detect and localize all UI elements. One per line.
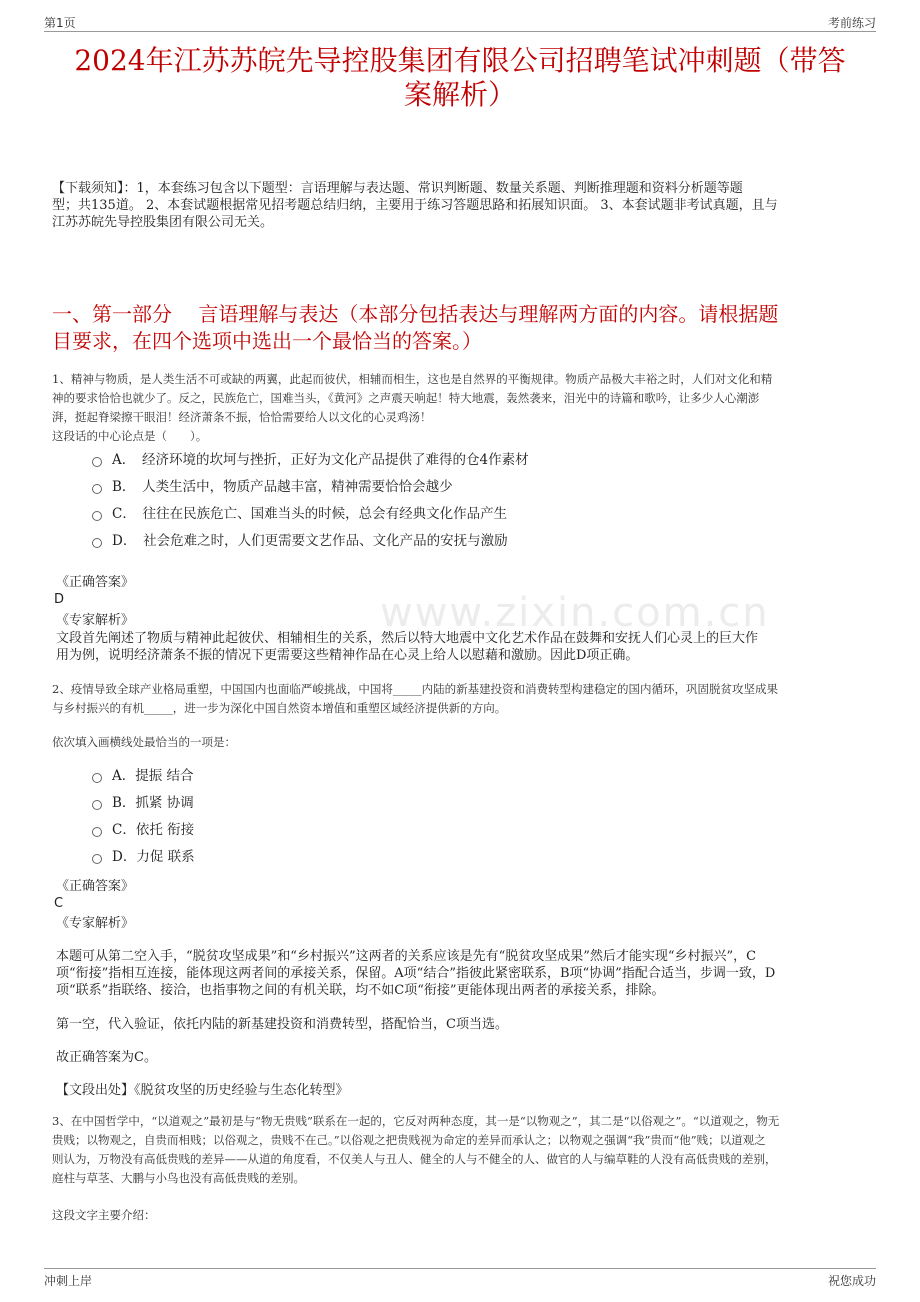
download-notice: 【下载须知】：1，本套练习包含以下题型：言语理解与表达题、常识判断题、数量关系题、判断推理题和资料分析题等题 型；共135道。 2、本套试题根据常见招考题总结归纳，主要用于练习答题思路和拓展知识面。 3、本套试题非考试真题，且与 江苏苏皖先导控股集团有限公司无关。 [52,181,778,230]
radio-icon[interactable] [92,511,102,521]
q3-stem: 3、在中国哲学中，“以道观之”最初是与“物无贵贱”联系在一起的，它反对两种态度，其一是“以物观之”，其二是“以俗观之”。“以道观之，物无 贵贱；以物观之，自贵而相贱；以俗观之，贵贱不在己。”以俗观之把贵贱视为命定的差异而承认之；以物观之强调“我”贵而“他”贱；以道观之 则认为，万物没有高低贵贱的差异——从道的角度看，不仅美人与丑人、健全的人与不健全的人、做官的人与编草鞋的人没有高低贵贱的差别， 庭柱与草茎、大鹏与小鸟也没有高低贵贱的差别。 [52,1114,780,1185]
q1-option-a[interactable]: A． 经济环境的坎坷与挫折，正好为文化产品提供了难得的仓4作素材 [92,451,529,469]
page-title: 2024年江苏苏皖先导控股集团有限公司招聘笔试冲刺题（带答 案解析） [74,44,846,111]
q1-analysis: 文段首先阐述了物质与精神此起彼伏、相辅相生的关系，然后以特大地震中文化艺术作品在鼓舞和安抚人们心灵上的巨大作 用为例，说明经济萧条不振的情况下更需要这些精神作品在心灵上给人以慰藉和激励。因此D项正确。 [56,631,759,663]
footer-rule [44,1268,876,1269]
q1-analysis-label: 《专家解析》 [56,613,135,628]
footer-left: 冲刺上岸 [44,1274,93,1288]
q2-option-c[interactable]: C．依托 衔接 [92,821,194,839]
section-heading: 一、第一部分 言语理解与表达（本部分包括表达与理解两方面的内容。请根据题 目要求，在四个选项中选出一个最恰当的答案。） [52,302,779,353]
q2-option-d[interactable]: D．力促 联系 [92,848,195,866]
footer-right: 祝您成功 [827,1274,876,1288]
q2-stem: 2、疫情导致全球产业格局重塑，中国国内也面临严峻挑战，中国将_____内陆的新基建投资和消费转型构建稳定的国内循环，巩固脱贫攻坚成果 与乡村振兴的有机_____，进一步为深化中国自然资本增值和重塑区域经济提供新的方向。 [52,682,779,715]
radio-icon[interactable] [92,538,102,548]
q1-option-d[interactable]: D． 社会危难之时，人们更需要文艺作品、文化产品的安抚与激励 [92,532,508,550]
q1-answer-label: 《正确答案》 [56,575,135,590]
radio-icon[interactable] [92,800,102,810]
q2-analysis-label: 《专家解析》 [56,916,135,931]
page-number: 第1页 [44,16,76,30]
q2-ask: 依次填入画横线处最恰当的一项是： [52,735,236,749]
q3-ask: 这段文字主要介绍： [52,1208,156,1222]
radio-icon[interactable] [92,457,102,467]
q2-analysis-paragraph: 本题可从第二空入手，“脱贫攻坚成果”和“乡村振兴”这两者的关系应该是先有“脱贫攻坚成果”然后才能实现“乡村振兴”，C 项“衔接”指相互连接，能体现这两者间的承接关系，保留。A项“结合”指彼此紧密联系，B项“协调”指配合适当，步调一致，D 项“联系”指联络、接洽，也指事物之间的有机关联，均不如C项“衔接”更能体现出两者的承接关系，排除。 [56,949,776,998]
radio-icon[interactable] [92,773,102,783]
header-rule [44,31,876,32]
q1-answer: D [54,592,65,607]
q2-answer: C [54,896,64,911]
radio-icon[interactable] [92,484,102,494]
watermark: www.zixin.com.cn [380,590,770,636]
q1-stem: 1、精神与物质，是人类生活不可或缺的两翼，此起而彼伏，相辅而相生，这也是自然界的平衡规律。物质产品极大丰裕之时，人们对文化和精 神的要求恰恰也就少了。反之，民族危亡，国难当头，《黄河》之声震天响起！特大地震，轰然袭来，泪光中的诗篇和歌吟，让多少人心潮澎 湃，挺起脊梁擦干眼泪！经济萧条不振，恰恰需要给人以文化的心灵鸡汤！ 这段话的中心论点是（ ）。 [52,372,773,443]
q2-final-answer: 故正确答案为C。 [56,1050,157,1065]
radio-icon[interactable] [92,827,102,837]
q2-analysis-verify: 第一空，代入验证，依托内陆的新基建投资和消费转型，搭配恰当，C项当选。 [56,1017,508,1032]
q2-source: 【文段出处】《脱贫攻坚的历史经验与生态化转型》 [56,1083,349,1098]
q1-option-c[interactable]: C． 往往在民族危亡、国难当头的时候，总会有经典文化作品产生 [92,505,507,523]
radio-icon[interactable] [92,854,102,864]
q2-option-b[interactable]: B．抓紧 协调 [92,794,194,812]
q2-answer-label: 《正确答案》 [56,879,135,894]
header-category: 考前练习 [827,16,876,30]
q1-option-b[interactable]: B． 人类生活中，物质产品越丰富，精神需要恰恰会越少 [92,478,453,496]
q2-option-a[interactable]: A．提振 结合 [92,767,194,785]
